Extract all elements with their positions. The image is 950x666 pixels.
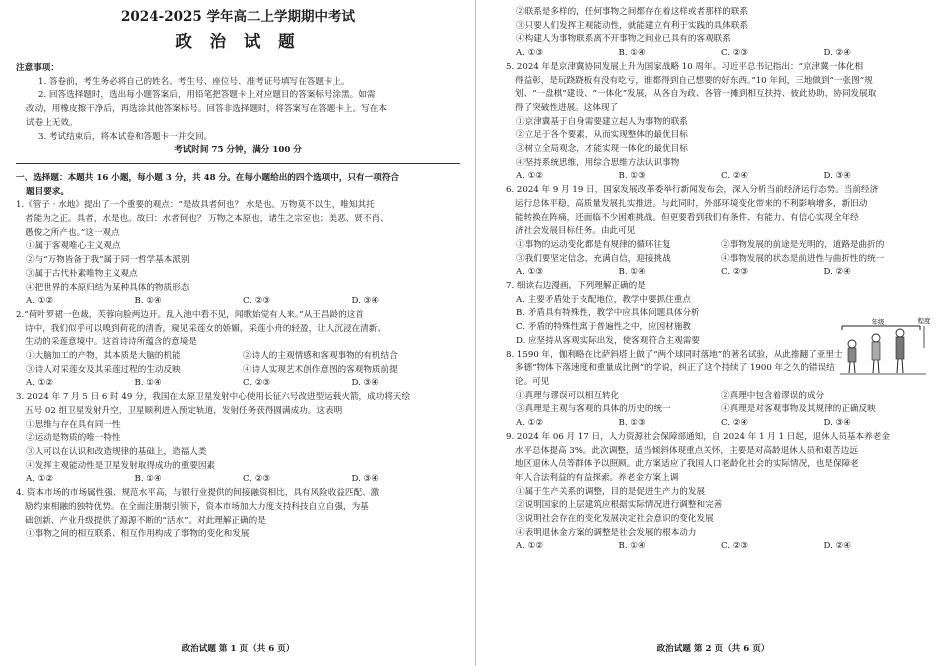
question-choice: C. 矛盾的特殊性寓于普遍性之中，应因材施教 [516, 322, 692, 333]
option-c: C. ②③ [243, 474, 271, 485]
choice-row [16, 350, 460, 364]
notice-line: 1. 答卷前，考生务必将自己的姓名、考生号、座位号、准考证号填写在答题卡上。 [38, 76, 350, 87]
cartoon-image [838, 317, 931, 376]
question-stem: 年人合法利益的有益探索。养老金方案上调 [515, 472, 679, 483]
option-c: C. ②④ [721, 418, 749, 429]
question-stem: 多德“物体下落速度和重量成比例”的学说，纠正了这个持续了 1900 年之久的错误结 [515, 363, 835, 374]
question-choice: ③诗人对采莲女及其采莲过程的生动反映 [26, 364, 181, 375]
question-stem: 得益彰，是玩跷跷板有没有吃亏，谁都得到自己想要的好东西。”10 年间，三地做到“一张图”规 [515, 75, 873, 86]
answer-options [16, 377, 460, 391]
option-a: A. ①② [516, 171, 544, 182]
question-choice: ③只要人们发挥主观能动性，就能建立有利于实践的具体联系 [516, 20, 749, 31]
question-choice: ①真理与谬误可以相互转化 [516, 390, 620, 401]
option-a: A. ①② [26, 378, 54, 389]
option-b: B. ①④ [134, 474, 162, 485]
question-choice: ④坚持系统思维，用综合思维方法认识事物 [516, 157, 680, 168]
choice-row [506, 403, 926, 417]
notice-line: 改动，用橡皮擦干净后，再选涂其他答案标号。回答非选择题时，将答案写在答题卡上。写在本 [26, 104, 387, 115]
choice-row [506, 239, 926, 253]
question-choice: ②与“万物皆备于我”属于同一哲学基本派别 [26, 255, 190, 266]
question-4-continued [506, 6, 926, 61]
question-choice: ③属于古代朴素唯物主义观点 [26, 268, 138, 279]
question-6 [506, 184, 926, 280]
option-a: A. ①② [516, 541, 544, 552]
question-choice: ②立足于各个要素，从而实现整体的最优目标 [516, 130, 688, 141]
question-choice: ④诗人实现艺术创作意图的客观物质前提 [243, 364, 398, 375]
option-d: D. ②④ [823, 48, 851, 59]
question-choice: ③真理是主观与客观的具体的历史的统一 [516, 404, 671, 415]
option-a: A. ①② [26, 474, 54, 485]
question-choice: ②联系是多样的，任何事物之间都存在着这样或者那样的联系 [516, 7, 749, 17]
choice-row [16, 364, 460, 378]
question-choice: ④真理是对客观事物及其规律的正确反映 [721, 404, 876, 415]
option-a: A. ①③ [516, 267, 544, 278]
question-choice: ②运动是物质的唯一特性 [26, 433, 121, 444]
option-c: C. ②③ [243, 296, 271, 307]
question-stem: 2.“荷叶罗裙一色裁，芙蓉向脸两边开。乱入池中看不见，闻歌始觉有人来。”从王昌龄的这首 [16, 309, 364, 320]
section-heading-cont: 题目要求。 [26, 186, 69, 197]
option-c: C. ②③ [243, 378, 271, 389]
question-stem: 论。可见 [515, 376, 550, 387]
option-b: B. ①④ [134, 296, 162, 307]
page-footer: 政治试题 第 2 页（共 6 页） [656, 644, 770, 654]
question-9 [506, 431, 926, 554]
option-d: D. ③④ [823, 171, 851, 182]
question-choice: D. 应坚持从客观实际出发，使客观符合主观需要 [516, 335, 700, 346]
answer-options [506, 170, 926, 184]
notice-line: 2. 回答选择题时，选出每小题答案后，用铅笔把答题卡上对应题目的答案标号涂黑。如需 [38, 90, 376, 101]
question-stem: 济社会发展目标任务。由此可见 [515, 226, 636, 237]
question-choice: ②说明国家的上层建筑应根据实际情况进行调整和完善 [516, 500, 723, 511]
option-b: B. ①④ [134, 378, 162, 389]
option-d: D. ②④ [823, 267, 851, 278]
question-choice: B. 矛盾具有特殊性，教学中应具体问题具体分析 [516, 308, 700, 319]
answer-options [16, 473, 460, 487]
question-stem: 5. 2024 年是京津冀协同发展上升为国家战略 10 周年。习近平总书记指出：“京津冀一体化相 [506, 61, 864, 72]
option-c: C. ②③ [721, 267, 749, 278]
question-stem: 者能为之正。具者，水是也。故曰：水者何也？ 万物之本原也，诸生之宗室也；美恶、贤不肖、 [25, 214, 389, 225]
question-3 [16, 391, 460, 487]
question-stem: 9. 2024 年 06 月 17 日，人力资源社会保障部通知，自 2024 年 1 月 1 日起，退休人员基本养老金 [506, 431, 890, 442]
question-stem: 划、“一盘棋”建设、“一体化”发展，从各自为政、各管一摊到相互扶持、彼此协助，协同发展取 [515, 89, 877, 100]
question-stem: 诗中，我们似乎可以嗅到荷花的清香，窥见采莲女的娇媚，采莲小舟的轻盈，让人沉浸在清新、 [25, 323, 386, 334]
answer-options [506, 266, 926, 280]
question-stem: 生动的采莲意境中。这首诗诗所蕴含的意境是 [25, 337, 197, 348]
cartoon-label-grade: 年级 [871, 318, 885, 326]
question-choice: ②真理中包含着谬误的成分 [721, 390, 825, 401]
exam-page-2 [476, 0, 950, 666]
option-b: B. ①④ [618, 48, 646, 59]
exam-info: 考试时间 75 分钟，满分 100 分 [174, 145, 302, 156]
option-d: D. ③④ [351, 296, 379, 307]
notice-line: 试卷上无效。 [26, 117, 78, 128]
answer-options [506, 540, 926, 554]
question-stem: 运行总体平稳，高质量发展扎实推进。与此同时，外部环境变化带来的不利影响增多，新旧动 [515, 198, 868, 209]
question-choice: ②事物发展的前途是光明的，道路是曲折的 [721, 239, 885, 250]
question-stem: 7. 细读右边漫画，下列理解正确的是 [506, 281, 646, 292]
question-choice: ②诗人的主观情感和客观事物的有机结合 [243, 351, 398, 362]
cartoon-label-level: 程度 [917, 317, 931, 325]
question-stem: 地区退休人员等群体予以照顾。此方案适应了我国人口老龄化社会的实际情况，也是保障老 [515, 459, 859, 470]
option-d: D. ③④ [823, 418, 851, 429]
question-stem: 能转换在阵痛，还面临不少困难挑战。但更要看到我们有条件、有能力、有信心实现全年经 [515, 212, 859, 223]
exam-title: 2024-2025 学年高二上学期期中考试 [121, 9, 355, 25]
question-choice: ④把世界的本原归结为某种具体的物质形态 [26, 282, 190, 293]
question-stem: 愚俊之所产也。”这一观点 [25, 227, 120, 238]
option-b: B. ①④ [618, 267, 646, 278]
notice-heading: 注意事项： [16, 63, 59, 73]
question-1 [16, 199, 460, 309]
answer-options [506, 417, 926, 431]
question-choice: ①大脑加工的产物，其本质是大脑的机能 [26, 351, 181, 362]
question-choice: ①事物之间的相互联系、相互作用构成了事物的变化和发展 [26, 529, 250, 540]
question-stem: 五号 02 组卫星发射升空，卫星顺利进入预定轨道，发射任务获得圆满成功。这表明 [25, 405, 343, 416]
question-choice: ④构建人为事物联系离不开事物之间业已具有的客观联系 [516, 34, 731, 45]
question-stem: 6. 2024 年 9 月 19 日，国家发展改革委举行新闻发布会，深入分析当前经济运行态势。当前经济 [506, 185, 879, 196]
header-divider [16, 163, 460, 164]
question-5 [506, 61, 926, 184]
option-b: B. ①③ [618, 171, 646, 182]
option-d: D. ③④ [351, 474, 379, 485]
answer-options [506, 47, 926, 61]
question-stem: 8. 1590 年，伽利略在比萨斜塔上做了“两个球同时落地”的著名试验，从此推翻了亚里士 [506, 349, 843, 360]
section-heading: 一、选择题：本题共 16 小题，每小题 3 分，共 48 分。在每小题给出的四个选项中，只有一项符合 [16, 172, 400, 183]
option-c: C. ②③ [721, 48, 749, 59]
question-stem: 励约束相融的独特优势。在全面注册制引领下，资本市场加大力度支持科技自立自强，为基 [25, 501, 369, 512]
option-a: A. ①② [516, 418, 544, 429]
question-choice: ④发挥主观能动性是卫星发射取得成功的重要因素 [26, 460, 216, 471]
page-footer: 政治试题 第 1 页（共 6 页） [181, 644, 295, 654]
question-choice: ③树立全局观念，才能实现一体化的最优目标 [516, 144, 688, 155]
notice-line: 3. 考试结束后，将本试卷和答题卡一并交回。 [38, 131, 213, 142]
question-stem: 水平总体提高 3%。此次调整，适当倾斜体现重点关怀，主要是对高龄退休人员和艰苦边远 [515, 445, 858, 456]
option-d: D. ③④ [351, 378, 379, 389]
question-choice: ④表明退休金方案的调整是社会发展的根本动力 [516, 527, 697, 538]
cartoon-student-medium [872, 334, 880, 373]
subject-title: 政 治 试 题 [175, 32, 301, 51]
question-choice: ①京津冀基于自身需要建立起人为事物的联系 [516, 116, 688, 127]
choice-row [506, 390, 926, 404]
option-a: A. ①③ [516, 48, 544, 59]
question-stem: 1.《管子 · 水地》提出了一个重要的观点：“是故具者何也？ 水是也。万物莫不以生，唯知其托 [16, 200, 375, 211]
question-choice: ①事物的运动变化都是有规律的循环往复 [516, 239, 671, 250]
question-choice: ①属于客观唯心主义观点 [26, 241, 121, 252]
question-choice: ③说明社会存在的变化发展决定社会意识的变化发展 [516, 514, 714, 525]
question-4 [16, 487, 460, 542]
question-2 [16, 309, 460, 391]
question-choice: ③我们要坚定信念，充满自信，迎接挑战 [516, 253, 671, 264]
question-choice: ③人可以在认识和改造规律的基础上，造福人类 [26, 446, 207, 457]
question-stem: 础创新、产业升级提供了源源不断的“活水”。对此理解正确的是 [25, 515, 266, 526]
question-choice: ①属于生产关系的调整，目的是促进生产力的发展 [516, 486, 706, 497]
cartoon-student-tall [896, 329, 904, 373]
question-choice: ①思维与存在具有同一性 [26, 419, 121, 430]
answer-options [16, 295, 460, 309]
question-stem: 4. 资本市场的市场属性强、规范水平高，与银行业提供的间接融资相比，具有风险收益匹配、激 [16, 488, 380, 499]
option-a: A. ①② [26, 296, 54, 307]
option-d: D. ②④ [823, 541, 851, 552]
question-stem: 得了突破性进展。这体现了 [515, 102, 619, 113]
question-choice: ④事物发展的状态是前进性与曲折性的统一 [721, 253, 885, 264]
option-b: B. ①④ [618, 541, 646, 552]
choice-row [506, 253, 926, 267]
option-b: B. ①③ [618, 418, 646, 429]
question-choice: A. 主要矛盾处于支配地位，教学中要抓住重点 [516, 294, 691, 305]
option-c: C. ②③ [721, 541, 749, 552]
cartoon-student-short [848, 340, 856, 373]
option-c: C. ②④ [721, 171, 749, 182]
question-stem: 3. 2024 年 7 月 5 日 6 时 49 分，我国在太原卫星发射中心使用长征六号改进型运载火箭，成功将天绘 [16, 392, 411, 403]
